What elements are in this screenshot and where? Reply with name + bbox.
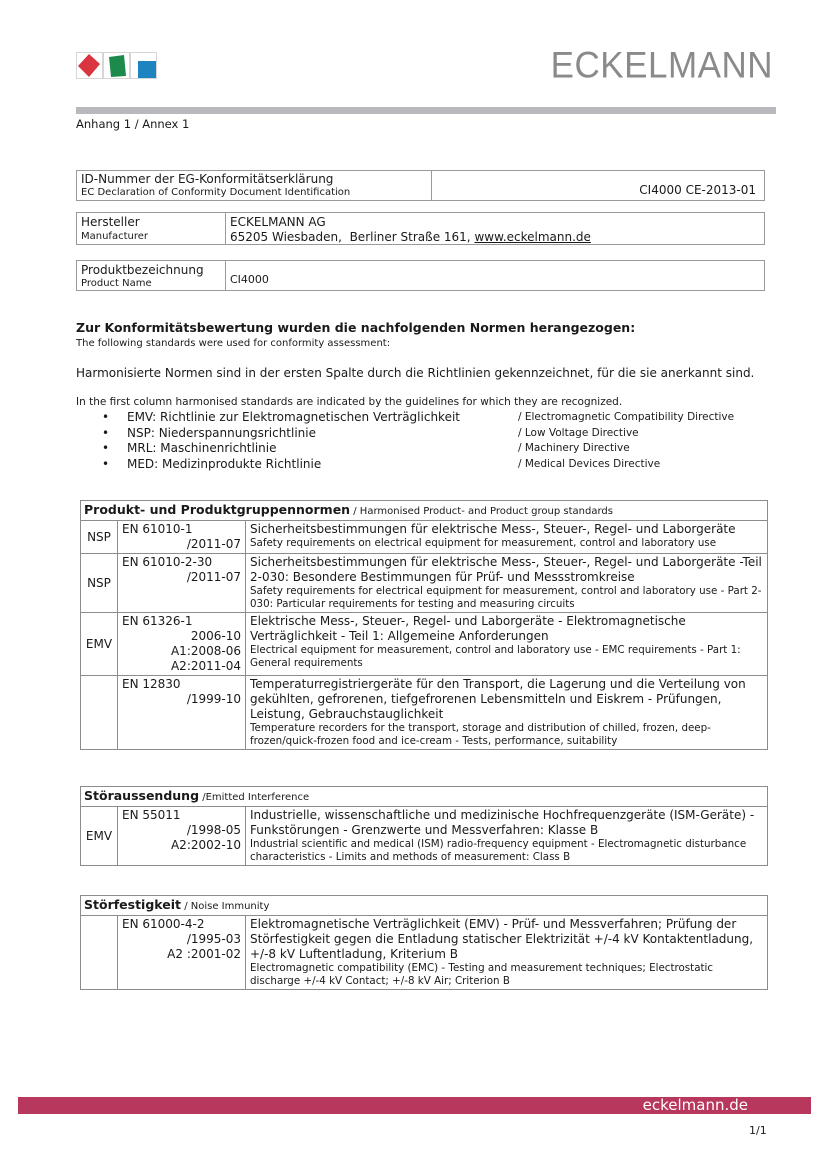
norm-title-de: Sicherheitsbestimmungen für elektrische Mess-, Steuer-, Regel- und Laborgeräte -Teil 2-030: Besondere Bestimmungen für Prüf- und Messstromkreise [250, 555, 762, 584]
norm-date: A2:2011-04 [170, 659, 241, 673]
annex-label: Anhang 1 / Annex 1 [76, 117, 190, 131]
doc-id-label-en: EC Declaration of Conformity Document Identification [81, 187, 351, 198]
company-logo [76, 52, 158, 79]
norm-title-en: Industrial scientific and medical (ISM) radio-frequency equipment - Electromagnetic disturbance characteristics - Limits and methods of measurement: Class B [250, 838, 747, 863]
norm-date: 2006-10 [190, 629, 241, 643]
logo-shape [78, 54, 100, 77]
table-title-de: Störaussendung [84, 788, 200, 803]
norm-title-en: Electrical equipment for measurement, control and laboratory use - EMC requirements - Part 1: General requirements [250, 644, 741, 669]
header-divider [76, 107, 776, 114]
doc-id-value: CI4000 CE-2013-01 [639, 183, 756, 197]
norm-id: EN 61010-1 [122, 522, 193, 536]
table-title-en: / Harmonised Product- and Product group standards [350, 506, 613, 517]
manufacturer-address: 65205 Wiesbaden, Berliner Straße 161, [230, 230, 475, 244]
directive-cell: NSP [81, 521, 118, 554]
harmonised-note-en: In the first column harmonised standards are indicated by the guidelines for which they are recognized. [76, 396, 623, 408]
standards-subheading: The following standards were used for conformity assessment: [76, 338, 391, 349]
norm-date: /1998-05 [186, 823, 241, 837]
directive-de: MED: Medizinprodukte Richtlinie [127, 456, 322, 471]
norm-id: EN 55011 [122, 808, 181, 822]
table-title-de: Produkt- und Produktgruppennormen [84, 502, 351, 517]
norm-date: A1:2008-06 [170, 644, 241, 658]
list-item [96, 410, 776, 426]
directive-list [96, 410, 776, 472]
footer-bar [18, 1097, 811, 1114]
directive-cell [81, 676, 118, 750]
table-row [81, 807, 768, 866]
table-header-row [81, 787, 768, 807]
manufacturer-box [76, 212, 765, 245]
logo-shape [138, 61, 156, 78]
norm-date: A2 :2001-02 [167, 947, 241, 961]
manufacturer-label-en: Manufacturer [81, 231, 148, 242]
directive-cell [81, 916, 118, 990]
norm-date: /2011-07 [186, 537, 241, 551]
table-row [81, 676, 768, 750]
product-standards-table [80, 500, 768, 750]
logo-shape [109, 55, 126, 77]
product-label-en: Product Name [81, 278, 152, 289]
table-title-en: / Noise Immunity [181, 901, 270, 912]
list-item [96, 441, 776, 457]
norm-title-de: Elektromagnetische Verträglichkeit (EMV) - Prüf- und Messverfahren; Prüfung der Störfestigkeit gegen die Entladung statischer Elektrizität +/-4 kV Kontaktentladung, +/-8 kV Luftentladung, Kriterium B [250, 917, 754, 961]
product-name: CI4000 [230, 273, 269, 286]
bullet-icon: • [102, 456, 110, 471]
directive-cell: EMV [81, 807, 118, 866]
norm-id: EN 61010-2-30 [122, 555, 213, 569]
directive-en: / Medical Devices Directive [518, 457, 661, 470]
directive-en: / Low Voltage Directive [518, 426, 639, 439]
norm-title-de: Temperaturregistriergeräte für den Transport, die Lagerung und die Verteilung von gekühlten, gefrorenen, tiefgefrorenen Lebensmitteln und Eiskrem - Prüfungen, Leistung, Gebrauchstauglichkeit [250, 677, 746, 721]
noise-immunity-table [80, 895, 768, 990]
table-title-en: /Emitted Interference [199, 792, 310, 803]
directive-de: MRL: Maschinenrichtlinie [127, 441, 277, 455]
table-row [81, 916, 768, 990]
norm-id: EN 61000-4-2 [122, 917, 205, 931]
bullet-icon: • [102, 410, 110, 424]
manufacturer-website-link[interactable]: www.eckelmann.de [474, 230, 591, 244]
doc-id-label-de: ID-Nummer der EG-Konformitätserklärung [81, 172, 334, 186]
doc-id-box [76, 170, 765, 201]
directive-cell: NSP [81, 554, 118, 613]
directive-en: / Machinery Directive [518, 442, 630, 454]
table-header-row [81, 501, 768, 521]
brand-wordmark: ECKELMANN [550, 45, 773, 86]
directive-de: EMV: Richtlinie zur Elektromagnetischen Verträglichkeit [127, 410, 460, 424]
directive-cell: EMV [81, 613, 118, 676]
list-item [96, 426, 776, 442]
harmonised-note-de: Harmonisierte Normen sind in der ersten Spalte durch die Richtlinien gekennzeichnet, für die sie anerkannt sind. [76, 366, 755, 380]
bullet-icon: • [102, 441, 110, 455]
directive-en: / Electromagnetic Compatibility Directive [518, 411, 735, 423]
table-title-de: Störfestigkeit [84, 897, 182, 912]
norm-id: EN 12830 [122, 677, 181, 691]
norm-title-de: Sicherheitsbestimmungen für elektrische Mess-, Steuer-, Regel- und Laborgeräte [250, 522, 736, 536]
norm-date: A2:2002-10 [170, 838, 241, 852]
emitted-interference-table [80, 786, 768, 866]
directive-de: NSP: Niederspannungsrichtlinie [127, 425, 316, 440]
norm-title-en: Safety requirements for electrical equipment for measurement, control and laboratory use - Part 2-030: Particular requirements for testing and measuring circuits [250, 585, 762, 610]
table-row [81, 554, 768, 613]
table-header-row [81, 896, 768, 916]
standards-heading: Zur Konformitätsbewertung wurden die nachfolgenden Normen herangezogen: [76, 320, 636, 335]
table-row [81, 613, 768, 676]
list-item [96, 457, 776, 473]
norm-date: /2011-07 [186, 570, 241, 584]
manufacturer-label-de: Hersteller [81, 215, 140, 229]
footer-website[interactable]: eckelmann.de [642, 1096, 748, 1114]
page-number: 1/1 [749, 1124, 767, 1137]
bullet-icon: • [102, 425, 110, 440]
manufacturer-name: ECKELMANN AG [230, 215, 326, 229]
product-label-de: Produktbezeichnung [81, 263, 204, 277]
table-row [81, 521, 768, 554]
norm-title-en: Electromagnetic compatibility (EMC) - Testing and measurement techniques; Electrostatic discharge +/-4 kV Contact; +/-8 kV Air; Criterion B [250, 962, 714, 987]
norm-title-de: Elektrische Mess-, Steuer-, Regel- und Laborgeräte - Elektromagnetische Verträglichkeit - Teil 1: Allgemeine Anforderungen [250, 614, 686, 643]
norm-title-en: Temperature recorders for the transport, storage and distribution of chilled, frozen, deep-frozen/quick-frozen food and ice-cream - Tests, performance, suitability [250, 722, 711, 747]
norm-title-de: Industrielle, wissenschaftliche und medizinische Hochfrequenzgeräte (ISM-Geräte) - Funkstörungen - Grenzwerte und Messverfahren: Klasse B [250, 808, 755, 837]
norm-date: /1995-03 [186, 932, 241, 946]
product-box [76, 260, 765, 291]
norm-date: /1999-10 [186, 692, 241, 706]
norm-title-en: Safety requirements on electrical equipment for measurement, control and laboratory use [250, 537, 717, 549]
norm-id: EN 61326-1 [122, 614, 193, 628]
